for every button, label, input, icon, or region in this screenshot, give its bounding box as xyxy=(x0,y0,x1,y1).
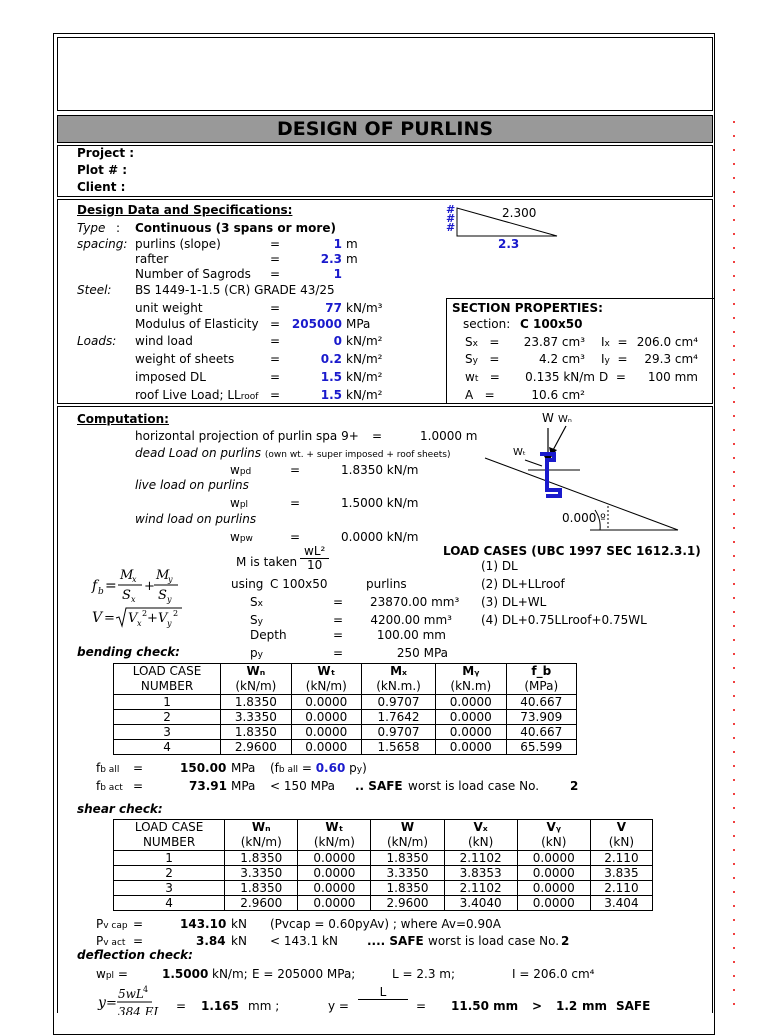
section-iy: 29.3 cm⁴ xyxy=(644,352,698,366)
plot-label: Plot # : xyxy=(77,163,128,177)
rafter-label: rafter xyxy=(135,252,169,266)
svg-text:=: = xyxy=(104,611,115,626)
deflection-formula-row: y = 5wL 4 384 EI = 1.165 mm ; y = L = 11.50 mm > 1.2 mm SAFE xyxy=(96,985,656,1015)
unit-weight-label: unit weight xyxy=(135,301,203,315)
svg-text:x: x xyxy=(131,595,136,604)
table-cell: 2 xyxy=(114,866,225,881)
angle-value: 0.000 º xyxy=(562,511,606,525)
title-bar xyxy=(57,115,713,143)
svg-text:2: 2 xyxy=(173,609,179,618)
type-label: Type xyxy=(77,221,106,235)
bending-header-cell: Wₙ (kN/m) xyxy=(221,664,291,695)
svg-text:f: f xyxy=(92,578,98,594)
shear-heading: shear check: xyxy=(77,802,163,816)
svg-text:y: y xyxy=(167,619,172,628)
table-cell: 3 xyxy=(114,881,225,896)
sheets-label: weight of sheets xyxy=(135,352,235,366)
section-wt: 0.135 kN/m xyxy=(525,370,595,384)
type-value: Continuous (3 spans or more) xyxy=(135,221,336,235)
svg-text:2: 2 xyxy=(142,609,148,618)
bending-header-cell: Mₓ (kN.m.) xyxy=(362,664,436,695)
wpl-value: 1.5000 kN/m xyxy=(341,496,419,510)
rafter-value: 2.3 xyxy=(320,252,342,266)
modulus-label: Modulus of Elasticity xyxy=(135,317,259,331)
svg-text:V: V xyxy=(92,610,103,626)
using-label: using xyxy=(231,577,264,591)
design-heading: Design Data and Specifications: xyxy=(77,203,293,217)
pvcap-value: 143.10 xyxy=(180,917,227,931)
svg-text:y: y xyxy=(168,575,173,584)
roof-ll-label: roof Live Load; LLroof xyxy=(135,388,259,402)
table-cell: 1.8350 xyxy=(221,695,291,710)
m-taken-label: M is taken xyxy=(236,555,298,569)
deflection-i: I = 206.0 cm⁴ xyxy=(512,967,595,981)
svg-text:5wL: 5wL xyxy=(118,987,144,1001)
table-cell: 0.0000 xyxy=(517,896,590,911)
bending-worst-case: 2 xyxy=(570,779,579,793)
table-cell: 3.3350 xyxy=(225,866,298,881)
table-cell: 3.3350 xyxy=(221,710,291,725)
table-cell: 1.8350 xyxy=(221,725,291,740)
table-cell: 65.599 xyxy=(506,740,576,755)
svg-text:V: V xyxy=(128,611,138,626)
sy-value: 4200.00 mm³ xyxy=(370,613,452,627)
deflection-l: L = 2.3 m; xyxy=(392,967,455,981)
deflection-heading: deflection check: xyxy=(77,948,193,962)
client-label: Client : xyxy=(77,180,126,194)
page-title: DESIGN OF PURLINS xyxy=(276,118,494,140)
pvact-value: 3.84 xyxy=(196,934,226,948)
table-cell: 0.0000 xyxy=(298,896,371,911)
fball-value: 150.00 xyxy=(180,761,227,775)
bending-table xyxy=(113,663,577,755)
roof-ll-value: 1.5 xyxy=(320,388,342,402)
table-cell: 40.667 xyxy=(506,725,576,740)
table-cell: 3 xyxy=(114,725,221,740)
deflection-wpl: 1.5000 xyxy=(162,967,209,981)
shear-worst-case: 2 xyxy=(561,934,570,948)
table-cell: 0.0000 xyxy=(517,866,590,881)
table-cell: 2.1102 xyxy=(444,881,517,896)
header-blank-box xyxy=(57,37,713,111)
section-d: 100 mm xyxy=(647,370,698,384)
triangle-base: 2.3 xyxy=(498,237,520,251)
bending-header-cell: f_b (MPa) xyxy=(506,664,576,695)
steel-label: Steel: xyxy=(77,283,112,297)
table-cell: 73.909 xyxy=(506,710,576,725)
table-cell: 2.9600 xyxy=(221,740,291,755)
svg-text:x: x xyxy=(137,619,142,628)
shear-header-cell: W (kN/m) xyxy=(371,820,444,851)
section-sy: 4.2 cm³ xyxy=(539,352,585,366)
bending-header-cell: LOAD CASE NUMBER xyxy=(114,664,221,695)
table-cell: 2.9600 xyxy=(371,896,444,911)
table-cell: 0.0000 xyxy=(291,740,361,755)
table-cell: 3.404 xyxy=(590,896,652,911)
shear-header-cell: LOAD CASE NUMBER xyxy=(114,820,225,851)
table-cell: 0.0000 xyxy=(517,881,590,896)
purlins-label: purlins (slope) xyxy=(135,237,221,251)
formula-y xyxy=(96,985,166,1019)
table-cell: 1.8350 xyxy=(371,851,444,866)
table-cell: 0.0000 xyxy=(436,740,506,755)
table-cell: 2.1102 xyxy=(444,851,517,866)
hp-value: 1.0000 m xyxy=(420,429,478,443)
svg-text:x: x xyxy=(132,575,137,584)
table-cell: 0.0000 xyxy=(436,695,506,710)
using-value: C 100x50 xyxy=(270,577,328,591)
table-row xyxy=(114,740,577,755)
project-box xyxy=(57,145,713,197)
table-cell: 3.4040 xyxy=(444,896,517,911)
shear-header-cell: V (kN) xyxy=(590,820,652,851)
shear-safe: .... SAFE xyxy=(367,934,424,948)
shear-header-cell: Vₓ (kN) xyxy=(444,820,517,851)
table-cell: 1.8350 xyxy=(225,851,298,866)
table-cell: 1.8350 xyxy=(225,881,298,896)
label-w: W xyxy=(542,411,554,425)
wpw-value: 0.0000 kN/m xyxy=(341,530,419,544)
shear-header-cell: Wₙ (kN/m) xyxy=(225,820,298,851)
svg-text:+: + xyxy=(147,611,158,626)
table-cell: 0.0000 xyxy=(291,695,361,710)
sheets-value: 0.2 xyxy=(320,352,342,366)
table-row xyxy=(114,896,653,911)
table-cell: 0.0000 xyxy=(291,710,361,725)
svg-text:=: = xyxy=(105,578,117,594)
load-case-1: (1) DL xyxy=(481,559,518,573)
sagrods-label: Number of Sagrods xyxy=(135,267,251,281)
deflection-y-value: 1.165 xyxy=(201,999,239,1013)
bending-header-row xyxy=(114,664,577,695)
svg-text:V: V xyxy=(158,611,168,626)
bending-header-cell: Mᵧ (kN.m) xyxy=(436,664,506,695)
using-note: purlins xyxy=(366,577,407,591)
load-cases-heading: LOAD CASES (UBC 1997 SEC 1612.3.1) xyxy=(443,544,701,558)
load-case-2: (2) DL+LLroof xyxy=(481,577,565,591)
shear-header-cell: Wₜ (kN/m) xyxy=(298,820,371,851)
table-cell: 2 xyxy=(114,710,221,725)
section-value: C 100x50 xyxy=(520,317,583,331)
depth-value: 100.00 mm xyxy=(376,628,446,642)
table-cell: 0.0000 xyxy=(298,866,371,881)
svg-text:+: + xyxy=(144,579,155,594)
triangle-hyp: 2.300 xyxy=(502,206,537,220)
table-cell: 0.9707 xyxy=(362,695,436,710)
deflection-e: E = 205000 MPa; xyxy=(252,967,356,981)
bending-header-cell: Wₜ (kN/m) xyxy=(291,664,361,695)
table-cell: 2.110 xyxy=(590,851,652,866)
table-cell: 3.835 xyxy=(590,866,652,881)
purlins-value: 1 xyxy=(333,237,342,251)
table-cell: 1.8350 xyxy=(371,881,444,896)
wind-load-value: 0 xyxy=(333,334,342,348)
label-wt: Wₜ xyxy=(513,447,526,458)
table-cell: 1 xyxy=(114,851,225,866)
table-cell: 1.7642 xyxy=(362,710,436,725)
unit-weight-value: 77 xyxy=(325,301,342,315)
svg-text:=: = xyxy=(106,996,117,1011)
project-label: Project : xyxy=(77,146,135,160)
svg-text:M: M xyxy=(156,568,170,583)
wind-load-label: wind load xyxy=(135,334,193,348)
bending-safe: .. SAFE xyxy=(355,779,403,793)
computation-heading: Computation: xyxy=(77,412,169,426)
bending-heading: bending check: xyxy=(77,645,180,659)
table-cell: 3.8353 xyxy=(444,866,517,881)
deflection-safe: SAFE xyxy=(616,999,651,1013)
section-a: 10.6 cm² xyxy=(531,388,585,402)
fball-note: (fb all = 0.60 py) xyxy=(270,761,367,775)
imposed-value: 1.5 xyxy=(320,370,342,384)
svg-text:b: b xyxy=(98,587,104,597)
svg-text:S: S xyxy=(122,588,131,603)
live-load-label: live load on purlins xyxy=(135,478,249,492)
shear-table xyxy=(113,819,653,911)
wpd-value: 1.8350 kN/m xyxy=(341,463,419,477)
table-cell: 1 xyxy=(114,695,221,710)
hp-label: horizontal projection of purlin spa 9+ xyxy=(135,429,359,443)
table-row xyxy=(114,710,577,725)
spacing-label: spacing: xyxy=(77,237,128,251)
table-cell: 3.3350 xyxy=(371,866,444,881)
modulus-value: 205000 xyxy=(291,317,342,331)
load-case-4: (4) DL+0.75LLroof+0.75WL xyxy=(481,613,647,627)
section-heading: SECTION PROPERTIES: xyxy=(452,301,603,315)
section-sx: 23.87 cm³ xyxy=(523,335,585,349)
steel-value: BS 1449-1-1.5 (CR) GRADE 43/25 xyxy=(135,283,335,297)
table-cell: 0.0000 xyxy=(298,851,371,866)
table-row xyxy=(114,851,653,866)
section-ix: 206.0 cm⁴ xyxy=(636,335,698,349)
deflection-allow: 11.50 mm xyxy=(451,999,519,1013)
table-cell: 4 xyxy=(114,740,221,755)
table-cell: 40.667 xyxy=(506,695,576,710)
shear-header-cell: Vᵧ (kN) xyxy=(517,820,590,851)
table-cell: 0.0000 xyxy=(517,851,590,866)
svg-text:S: S xyxy=(158,588,167,603)
table-row xyxy=(114,881,653,896)
formula-fb xyxy=(90,562,220,634)
py-value: 250 MPa xyxy=(396,646,448,660)
wind-load-purlins-label: wind load on purlins xyxy=(135,512,257,526)
table-cell: 0.0000 xyxy=(298,881,371,896)
svg-text:y: y xyxy=(98,995,106,1011)
table-cell: 0.0000 xyxy=(436,710,506,725)
svg-text:384 EI: 384 EI xyxy=(118,1005,159,1019)
page-break-marker xyxy=(732,115,736,1015)
table-row xyxy=(114,725,577,740)
table-cell: 0.9707 xyxy=(362,725,436,740)
table-cell: 0.0000 xyxy=(291,725,361,740)
imposed-label: imposed DL xyxy=(135,370,206,384)
table-cell: 0.0000 xyxy=(436,725,506,740)
fbact-value: 73.91 xyxy=(189,779,227,793)
hash-marks: # # # xyxy=(446,203,456,234)
table-cell: 1.5658 xyxy=(362,740,436,755)
table-cell: 2.9600 xyxy=(225,896,298,911)
m-fraction: $\frac{\text{wL²}}{10}$ xyxy=(300,545,329,572)
shear-header-row xyxy=(114,820,653,851)
sagrods-value: 1 xyxy=(333,267,342,281)
table-row xyxy=(114,695,577,710)
table-cell: 4 xyxy=(114,896,225,911)
svg-text:4: 4 xyxy=(143,985,149,994)
svg-text:y: y xyxy=(167,595,172,604)
loads-label: Loads: xyxy=(77,334,117,348)
table-row xyxy=(114,866,653,881)
table-cell: 2.110 xyxy=(590,881,652,896)
label-wn: Wₙ xyxy=(558,414,572,425)
pvcap-note: (Pvcap = 0.60pyAv) ; where Av=0.90A xyxy=(270,917,501,931)
sx-value: 23870.00 mm³ xyxy=(370,595,460,609)
dead-load-label: dead Load on purlins (own wt. + super imposed + roof sheets) xyxy=(135,446,451,460)
load-case-3: (3) DL+WL xyxy=(481,595,547,609)
svg-text:M: M xyxy=(120,568,134,583)
